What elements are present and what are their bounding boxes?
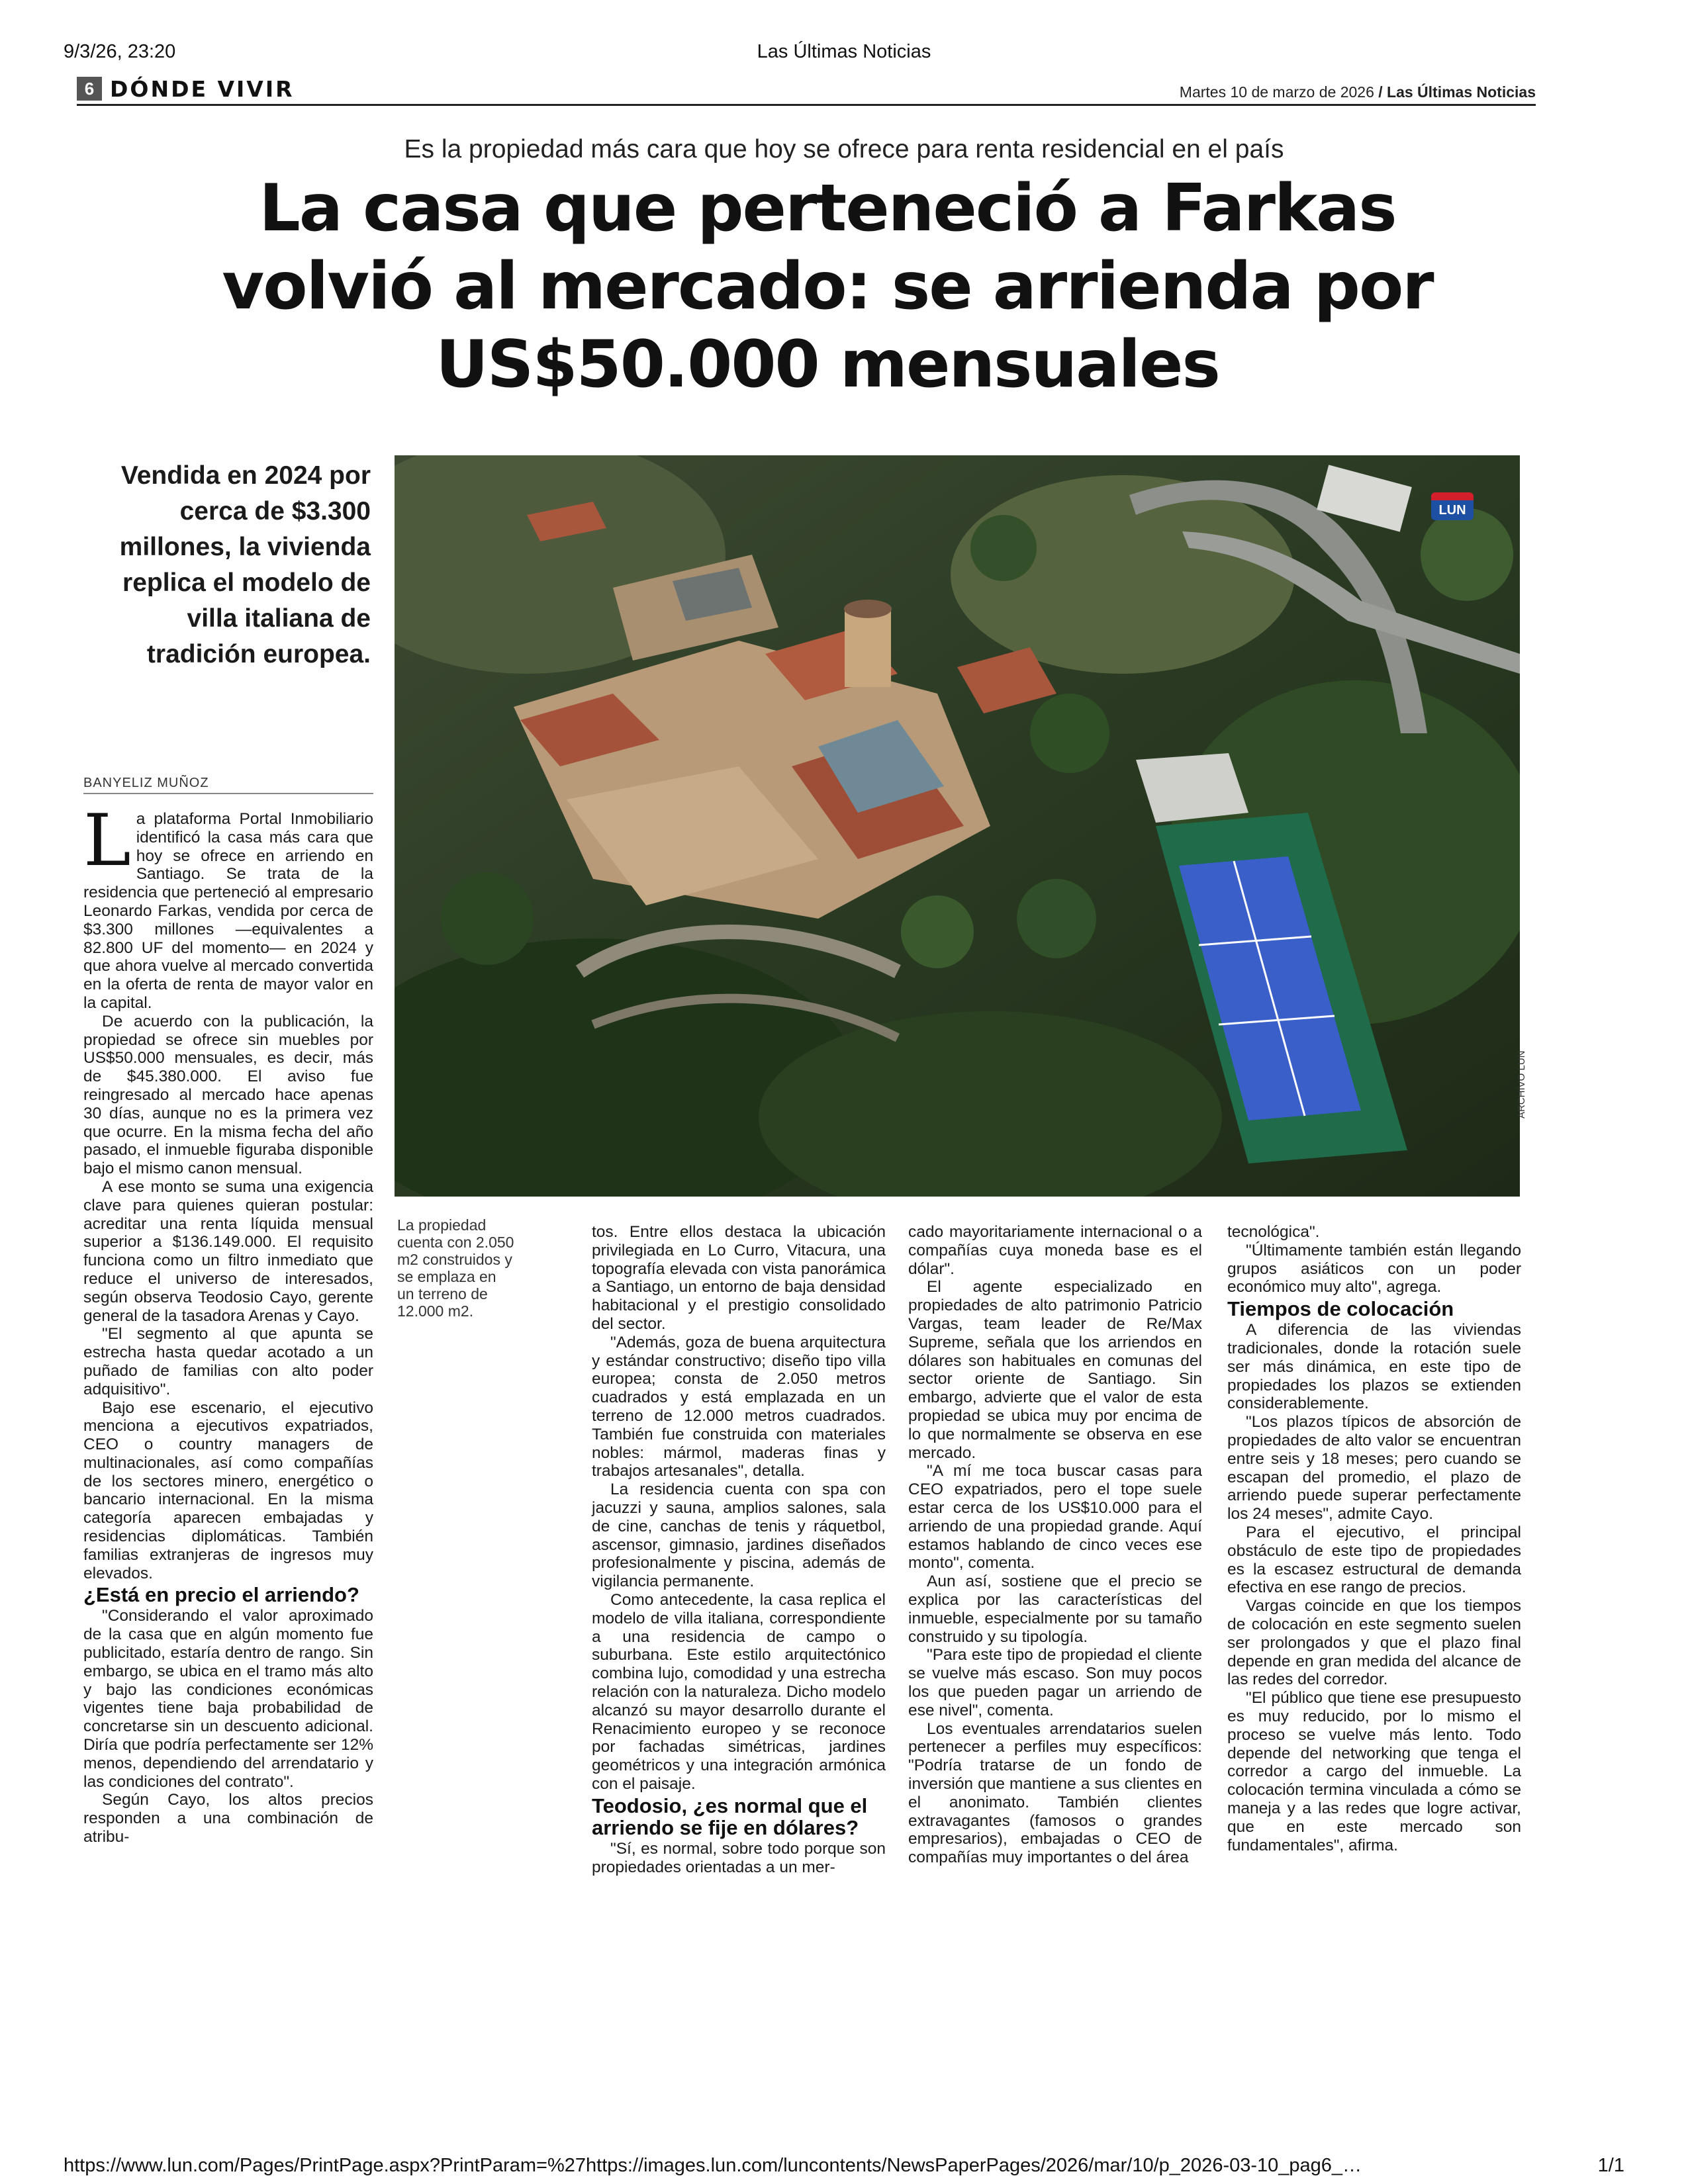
subheading: Teodosio, ¿es normal que el arriendo se fije en dólares? bbox=[592, 1794, 868, 1839]
paragraph: Aun así, sostiene que el precio se explica por las características del inmueble, especialmente por su tamaño construido y su tipología. bbox=[908, 1572, 1202, 1646]
aerial-photo bbox=[395, 455, 1520, 1197]
paragraph: Vargas coincide en que los tiempos de colocación en este segmento suelen ser prolongados y que el plazo final depende en gran medida del alcance de las redes del corredor. bbox=[1227, 1597, 1521, 1689]
article-kicker: Es la propiedad más cara que hoy se ofrece para renta residencial en el país bbox=[404, 135, 1284, 163]
byline-rule bbox=[83, 793, 373, 794]
paragraph: La residencia cuenta con spa con jacuzzi y sauna, amplios salones, sala de cine, canchas de tenis y ráquetbol, ascensor, gimnasio, jardines diseñados profesionalmente y piscina, además de vigilancia permanente. bbox=[592, 1480, 886, 1591]
paragraph: Bajo ese escenario, el ejecutivo menciona a ejecutivos expatriados, CEO o country managers de multinacionales, así como compañías de los sectores minero, energético o bancario internacional. En la misma categoría aparecen embajadas y residencias diplomáticas. También familias extranjeras de ingresos muy elevados. bbox=[83, 1398, 373, 1582]
paragraph: "Además, goza de buena arquitectura y estándar constructivo; diseño tipo villa europea; consta de 2.050 metros cuadrados y está emplazada en un terreno de 12.000 metros cuadrados. También fue construida con materiales nobles: mármol, maderas finas y trabajos artesanales", detalla. bbox=[592, 1333, 886, 1480]
paragraph: Los eventuales arrendatarios suelen pertenecer a perfiles muy específicos: "Podría tratarse de un fondo de inversión que mantiene a sus clientes en el anonimato. También clientes extravagantes (famosos o grandes empresarios), embajadas o CEO de compañías muy importantes o del área bbox=[908, 1719, 1202, 1867]
paragraph: "Sí, es normal, sobre todo porque son propiedades orientadas a un mer- bbox=[592, 1839, 886, 1876]
paragraph: "A mí me toca buscar casas para CEO expatriados, pero el tope suele estar cerca de los US$10.000 para el arriendo de una propiedad grande. Aquí estamos hablando de cinco veces ese monto", comenta. bbox=[908, 1462, 1202, 1572]
paragraph: "Los plazos típicos de absorción de propiedades de alto valor se encuentran entre seis y 18 meses; pero cuando se escapan del promedio, el plazo de arriendo puede superar perfectamente los 24 meses", admite Cayo. bbox=[1227, 1413, 1521, 1524]
paragraph: "El segmento al que apunta se estrecha hasta quedar acotado a un puñado de familias con alto poder adquisitivo". bbox=[83, 1325, 373, 1398]
masthead-rule bbox=[77, 104, 1536, 106]
paragraph: tecnológica". bbox=[1227, 1223, 1320, 1241]
paragraph: cado mayoritariamente internacional o a compañías cuya moneda base es el dólar". bbox=[908, 1223, 1202, 1278]
photo-caption: La propiedad cuenta con 2.050 m2 construidos y se emplaza en un terreno de 12.000 m2. bbox=[397, 1216, 514, 1320]
paragraph: "El público que tiene ese presupuesto es muy reducido, por lo mismo el proceso se vuelve más lento. Todo depende del networking que tenga el corredor a cargo del inmueble. La colocación termina vinculada a cómo se maneja y a las redes que logre activar, que en este mercado son fundamentales", afirma. bbox=[1227, 1689, 1521, 1854]
section-name: DÓNDE VIVIR bbox=[110, 75, 295, 102]
print-page-count: 1/1 bbox=[1597, 2155, 1624, 2176]
paragraph: De acuerdo con la publicación, la propiedad se ofrece sin muebles por US$50.000 mensuales, es decir, más de $45.380.000. El aviso fue reingresado al mercado hace apenas 30 días, aunque no es la primera vez que ocurre. En la misma fecha del año pasado, el inmueble figuraba disponible bajo el mismo canon mensual. bbox=[83, 1012, 373, 1178]
subheading: ¿Está en precio el arriendo? bbox=[83, 1583, 359, 1607]
paragraph-text: a plataforma Portal Inmobiliario identificó la casa más cara que hoy se ofrece en arriendo en Santiago. Se trata de la residencia que perteneció al empresario Leonardo Farkas, vendida por cerca de $3.300 millones —equivalentes a 82.800 UF del momento— en 2024 y que ahora vuelve al mercado convertida en la oferta de renta de mayor valor en la capital. bbox=[83, 810, 373, 1012]
article-headline: La casa que perteneció a Farkas volvió al mercado: se arrienda por US$50.000 mensuales bbox=[222, 171, 1433, 402]
photo-credit: ARCHIVO LUN bbox=[1516, 1050, 1527, 1118]
issue-date: Martes 10 de marzo de 2026 bbox=[1179, 83, 1374, 101]
paragraph: tos. Entre ellos destaca la ubicación privilegiada en Lo Curro, Vitacura, una topografía elevada con vista panorámica a Santiago, un entorno de baja densidad habitacional y el prestigio consolidado del sector. bbox=[592, 1223, 886, 1333]
article-deck: Vendida en 2024 por cerca de $3.300 millones, la vivienda replica el modelo de villa italiana de tradición europea. bbox=[119, 461, 371, 668]
paper-name: Las Últimas Noticias bbox=[1387, 83, 1536, 101]
paragraph: "Considerando el valor aproximado de la casa que en algún momento fue publicitado, estaría dentro de rango. Sin embargo, se ubica en el tramo más alto y bajo las condiciones económicas vigentes tiene baja probabilidad de concretarse sin un descuento adicional. Diría que podría perfectamente ser 12% menos, dependiendo del arrendatario y las condiciones del contrato". bbox=[83, 1607, 373, 1791]
paragraph bbox=[83, 799, 373, 1013]
issue-separator: / bbox=[1378, 83, 1383, 101]
aerial-photo-illustration bbox=[395, 455, 1520, 1197]
article-column-4 bbox=[1227, 1223, 1521, 1854]
print-page-title: Las Últimas Noticias bbox=[757, 41, 931, 62]
page-number-badge: 6 bbox=[77, 77, 102, 101]
browser-print-header bbox=[64, 41, 1624, 68]
print-url: https://www.lun.com/Pages/PrintPage.aspx?PrintParam=%27https://images.lun.com/luncontents/NewsPaperPages/2026/mar/10/p_2026-03-10_pag6_… bbox=[64, 2155, 1362, 2176]
paragraph: A ese monto se suma una exigencia clave para quienes quieran postular: acreditar una renta líquida mensual superior a $136.149.000. El requisito funciona como un filtro inmediato que reduce el universo de interesados, según observa Teodosio Cayo, gerente general de la tasadora Arenas y Cayo. bbox=[83, 1177, 373, 1325]
article-column-2 bbox=[592, 1223, 886, 1876]
paragraph: A diferencia de las viviendas tradicionales, donde la rotación suele ser más dinámica, en este tipo de propiedades los plazos se extienden considerablemente. bbox=[1227, 1321, 1521, 1413]
paragraph: "Para este tipo de propiedad el cliente se vuelve más escaso. Son muy pocos los que pueden pagar un arriendo de ese nivel", comenta. bbox=[908, 1646, 1202, 1719]
paragraph: Para el ejecutivo, el principal obstáculo de este tipo de propiedades es la escasez estructural de demanda efectiva en ese rango de precios. bbox=[1227, 1523, 1521, 1597]
subheading: Tiempos de colocación bbox=[1227, 1297, 1454, 1321]
paragraph: El agente especializado en propiedades de alto patrimonio Patricio Vargas, team leader de Re/Max Supreme, señala que los arriendos en dólares son habituales en comunas del sector oriente de Santiago. Sin embargo, advierte que el valor de esta propiedad se ubica muy por encima de lo que normalmente se observa en ese mercado. bbox=[908, 1278, 1202, 1462]
drop-cap: L bbox=[83, 799, 131, 882]
paragraph: Según Cayo, los altos precios responden a una combinación de atribu- bbox=[83, 1791, 373, 1846]
section-bar bbox=[77, 75, 295, 102]
print-datetime: 9/3/26, 23:20 bbox=[64, 41, 176, 62]
paragraph: Como antecedente, la casa replica el modelo de villa italiana, correspondiente a una residencia de campo o suburbana. Este estilo arquitectónico combina lujo, comodidad y una estrecha relación con la naturaleza. Dicho modelo alcanzó su mayor desarrollo durante el Renacimiento europeo y se reconoce por fachadas simétricas, jardines geométricos y una integración armónica con el paisaje. bbox=[592, 1590, 886, 1793]
paragraph: "Últimamente también están llegando grupos asiáticos con un poder económico muy alto", agrega. bbox=[1227, 1241, 1521, 1297]
article-column-3 bbox=[908, 1223, 1202, 1867]
lun-photo-badge: LUN bbox=[1431, 492, 1474, 520]
article-column-1 bbox=[83, 799, 373, 1846]
issue-info bbox=[1180, 83, 1536, 101]
byline: BANYELIZ MUÑOZ bbox=[83, 776, 209, 790]
